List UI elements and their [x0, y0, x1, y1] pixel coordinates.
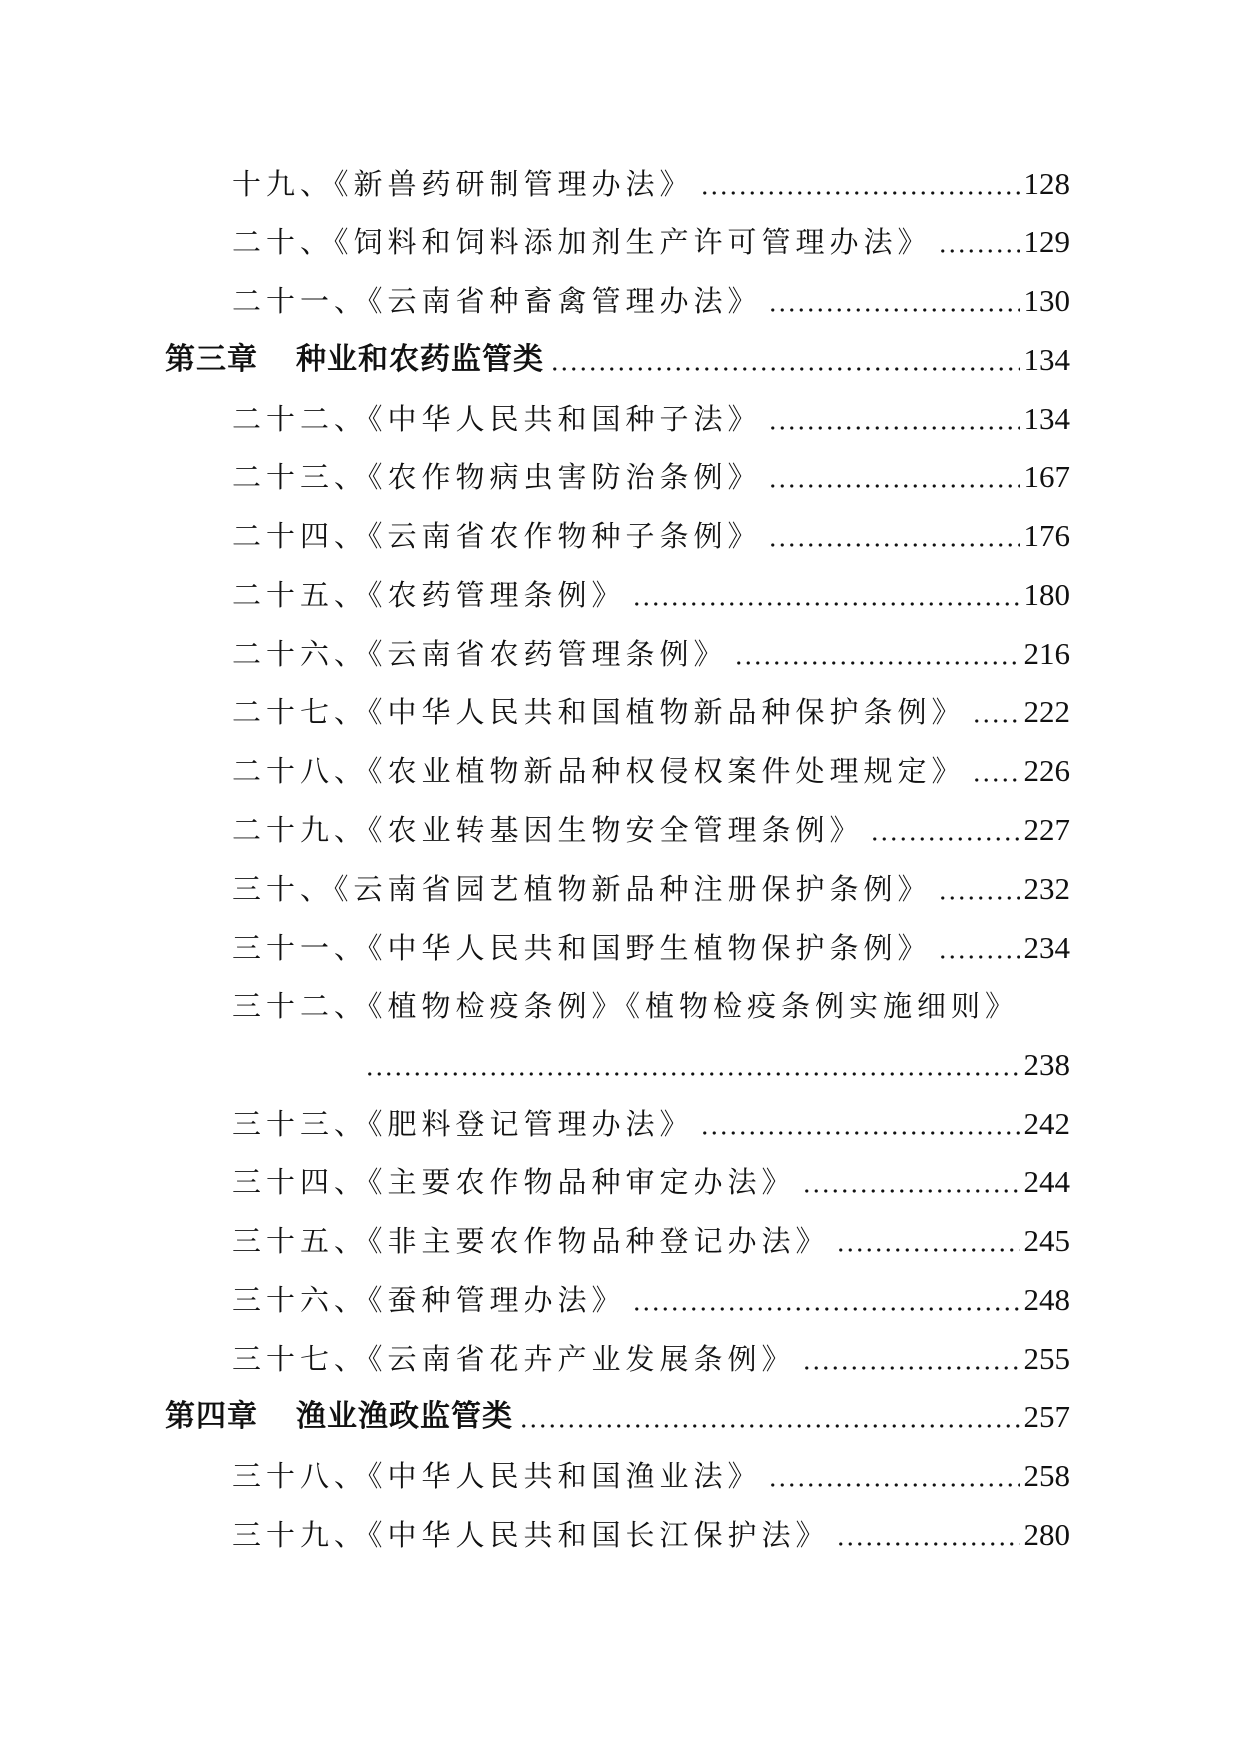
toc-entry-title: 三十二、《植物检疫条例》《植物检疫条例实施细则》 — [232, 989, 1020, 1023]
toc-entry-title: 三十三、《肥料登记管理办法》 — [232, 1107, 694, 1141]
dot-leader — [768, 426, 1020, 430]
toc-entry — [232, 453, 1070, 497]
toc-entry-title: 二十三、《农作物病虫害防治条例》 — [232, 460, 762, 494]
toc-page-number: 255 — [1023, 1341, 1070, 1376]
toc-entry-title: 二十七、《中华人民共和国植物新品种保护条例》 — [232, 695, 966, 729]
dot-leader — [519, 1424, 1020, 1428]
dot-leader — [972, 719, 1020, 723]
dot-leader — [836, 1248, 1020, 1252]
toc-entry — [232, 1276, 1070, 1320]
toc-entry-title: 三十六、《蚕种管理办法》 — [232, 1283, 626, 1317]
toc-page-number: 280 — [1023, 1517, 1070, 1552]
toc-entry — [232, 806, 1070, 850]
toc-chapter-heading — [165, 336, 1070, 380]
toc-entry — [232, 1452, 1070, 1496]
toc-page-number: 128 — [1023, 166, 1070, 201]
dot-leader — [768, 484, 1020, 488]
toc-entry — [232, 865, 1070, 909]
dot-leader — [632, 602, 1020, 606]
toc-entry — [232, 218, 1070, 262]
toc-entry-title: 三十一、《中华人民共和国野生植物保护条例》 — [232, 931, 932, 965]
toc-page-number: 245 — [1023, 1223, 1070, 1258]
dot-leader — [802, 1366, 1020, 1370]
toc-page-number: 244 — [1023, 1164, 1070, 1199]
toc-entry — [232, 1335, 1070, 1379]
toc-entry-title: 三十八、《中华人民共和国渔业法》 — [232, 1459, 762, 1493]
toc-page-number: 238 — [1023, 1047, 1070, 1082]
dot-leader — [365, 1072, 1020, 1076]
toc-entry — [232, 1511, 1070, 1555]
toc-page-number: 129 — [1023, 224, 1070, 259]
toc-entry-title: 三十四、《主要农作物品种审定办法》 — [232, 1165, 796, 1199]
dot-leader — [700, 191, 1020, 195]
toc-entry — [232, 395, 1070, 439]
toc-page-number: 130 — [1023, 283, 1070, 318]
toc-entry-title: 二十二、《中华人民共和国种子法》 — [232, 402, 762, 436]
chapter-number: 第三章 — [165, 342, 258, 377]
chapter-number: 第四章 — [165, 1399, 258, 1434]
toc-entry — [232, 1100, 1070, 1144]
toc-entry-title: 二十八、《农业植物新品种权侵权案件处理规定》 — [232, 754, 966, 788]
dot-leader — [836, 1542, 1020, 1546]
dot-leader — [550, 367, 1020, 371]
dot-leader — [700, 1131, 1020, 1135]
dot-leader — [632, 1307, 1020, 1311]
toc-page-number: 134 — [1023, 342, 1070, 377]
dot-leader — [768, 543, 1020, 547]
dot-leader — [870, 837, 1020, 841]
toc-entry-continuation — [365, 1041, 1070, 1085]
toc-entry-title: 十九、《新兽药研制管理办法》 — [232, 167, 694, 201]
toc-page-number: 134 — [1023, 401, 1070, 436]
toc-page-number: 226 — [1023, 753, 1070, 788]
toc-page-number: 242 — [1023, 1106, 1070, 1141]
toc-page-number: 258 — [1023, 1458, 1070, 1493]
toc-page-number: 176 — [1023, 518, 1070, 553]
toc-page-number: 216 — [1023, 636, 1070, 671]
toc-entry — [232, 571, 1070, 615]
dot-leader — [938, 249, 1020, 253]
dot-leader — [972, 778, 1020, 782]
toc-chapter-heading — [165, 1393, 1070, 1437]
dot-leader — [938, 896, 1020, 900]
toc-entry — [232, 1158, 1070, 1202]
toc-entry-title: 二十、《饲料和饲料添加剂生产许可管理办法》 — [232, 225, 932, 259]
dot-leader — [768, 1483, 1020, 1487]
toc-page-number: 222 — [1023, 694, 1070, 729]
dot-leader — [802, 1189, 1020, 1193]
toc-entry-title: 三十九、《中华人民共和国长江保护法》 — [232, 1518, 830, 1552]
toc-page-number: 227 — [1023, 812, 1070, 847]
toc-entry — [232, 630, 1070, 674]
toc-entry — [232, 924, 1070, 968]
toc-entry-title: 二十九、《农业转基因生物安全管理条例》 — [232, 813, 864, 847]
toc-entry-title: 二十四、《云南省农作物种子条例》 — [232, 519, 762, 553]
toc-entry — [232, 1217, 1070, 1261]
dot-leader — [938, 955, 1020, 959]
toc-entry — [232, 688, 1070, 732]
toc-entry — [232, 747, 1070, 791]
toc-entry-title: 三十五、《非主要农作物品种登记办法》 — [232, 1224, 830, 1258]
toc-page-number: 257 — [1023, 1399, 1070, 1434]
toc-entry — [232, 160, 1070, 204]
toc-entry-title: 二十六、《云南省农药管理条例》 — [232, 637, 728, 671]
chapter-title: 种业和农药监管类 — [296, 342, 544, 377]
toc-entry-title: 三十、《云南省园艺植物新品种注册保护条例》 — [232, 872, 932, 906]
dot-leader — [768, 308, 1020, 312]
toc-page-number: 232 — [1023, 871, 1070, 906]
toc-entry — [232, 277, 1070, 321]
toc-entry — [232, 512, 1070, 556]
toc-entry-title: 二十一、《云南省种畜禽管理办法》 — [232, 284, 762, 318]
toc-entry-wrapped — [232, 982, 1070, 1026]
toc-page-number: 234 — [1023, 930, 1070, 965]
toc-entry-title: 三十七、《云南省花卉产业发展条例》 — [232, 1342, 796, 1376]
dot-leader — [734, 661, 1020, 665]
chapter-title: 渔业渔政监管类 — [296, 1399, 513, 1434]
toc-entry-title: 二十五、《农药管理条例》 — [232, 578, 626, 612]
toc-page-number: 167 — [1023, 459, 1070, 494]
toc-page-number: 180 — [1023, 577, 1070, 612]
toc-page-number: 248 — [1023, 1282, 1070, 1317]
